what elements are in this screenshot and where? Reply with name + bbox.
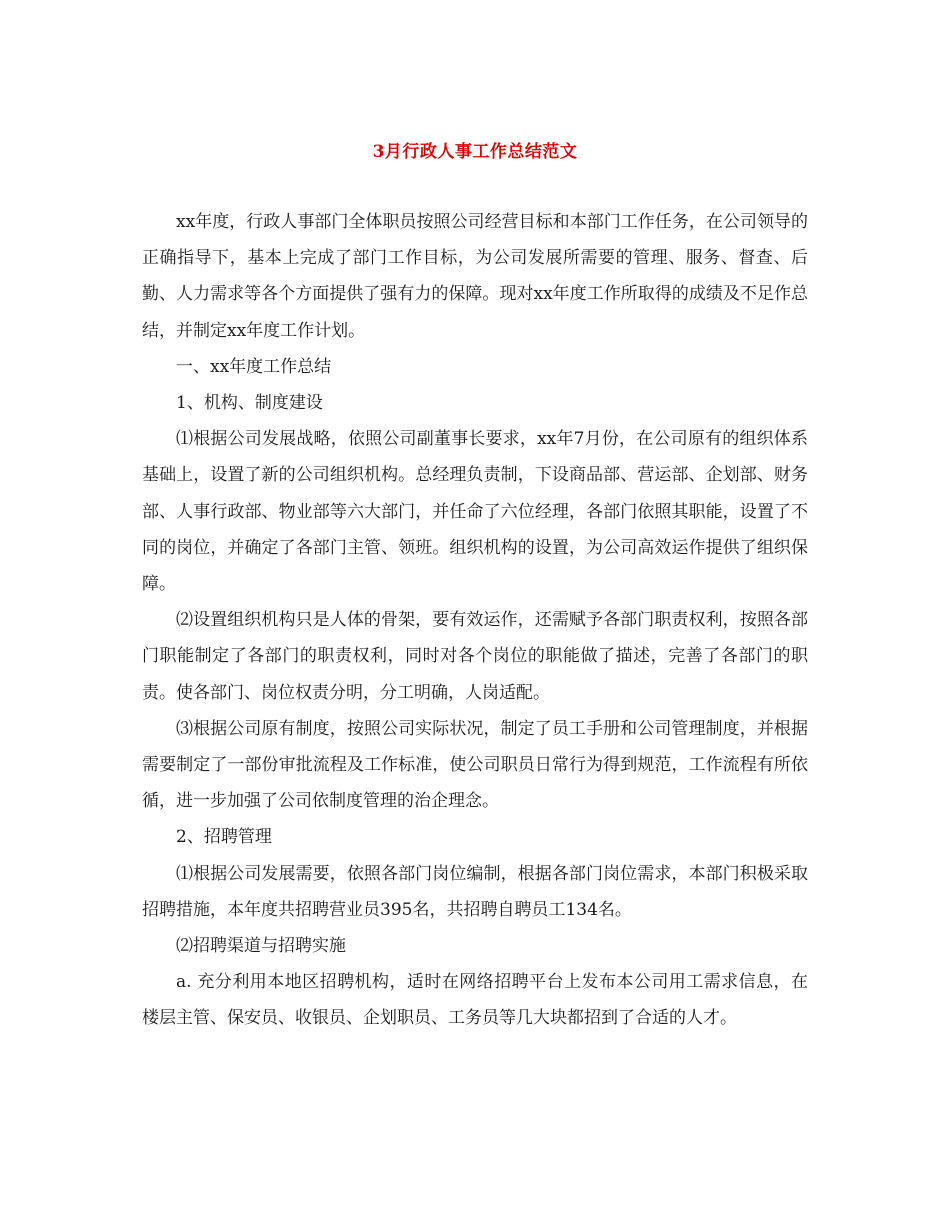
document-title: 3月行政人事工作总结范文 xyxy=(372,142,578,162)
section-heading-summary: 一、xx年度工作总结 xyxy=(176,356,332,377)
subsection-heading-organization: 1、机构、制度建设 xyxy=(176,393,323,414)
paragraph-recruitment-channels: a. 充分利用本地区招聘机构，适时在网络招聘平台上发布本公司用工需求信息，在楼层主管、保安员、收银员、企划职员、工务员等几大块都招到了合适的人才。 xyxy=(142,972,808,1029)
subsection-heading-recruitment: 2、招聘管理 xyxy=(176,827,272,848)
paragraph-organization-2: ⑵设置组织机构只是人体的骨架，要有效运作，还需赋予各部门职责权利，按照各部门职能制定了各部门的职责权利，同时对各个岗位的职能做了描述，完善了各部门的职责。使各部门、岗位权责分明，分工明确，人岗适配。 xyxy=(142,610,808,703)
paragraph-organization-1: ⑴根据公司发展战略，依照公司副董事长要求，xx年7月份，在公司原有的组织体系基础上，设置了新的公司组织机构。总经理负责制，下设商品部、营运部、企划部、财务部、人事行政部、物业部等六大部门，并任命了六位经理，各部门依照其职能，设置了不同的岗位，并确定了各部门主管、领班。组织机构的设置，为公司高效运作提供了组织保障。 xyxy=(142,429,808,595)
paragraph-recruitment-2: ⑵招聘渠道与招聘实施 xyxy=(176,936,346,957)
paragraph-intro: xx年度，行政人事部门全体职员按照公司经营目标和本部门工作任务，在公司领导的正确指导下，基本上完成了部门工作目标，为公司发展所需要的管理、服务、督查、后勤、人力需求等各个方面提供了强有力的保障。现对xx年度工作所取得的成绩及不足作总结，并制定xx年度工作计划。 xyxy=(142,212,808,341)
document-body xyxy=(142,204,808,1037)
paragraph-organization-3: ⑶根据公司原有制度，按照公司实际状况，制定了员工手册和公司管理制度，并根据需要制定了一部份审批流程及工作标准，使公司职员日常行为得到规范，工作流程有所依循，进一步加强了公司依制度管理的治企理念。 xyxy=(142,718,808,812)
paragraph-recruitment-1: ⑴根据公司发展需要，依照各部门岗位编制，根据各部门岗位需求，本部门积极采取招聘措施，本年度共招聘营业员395名，共招聘自聘员工134名。 xyxy=(142,863,808,920)
